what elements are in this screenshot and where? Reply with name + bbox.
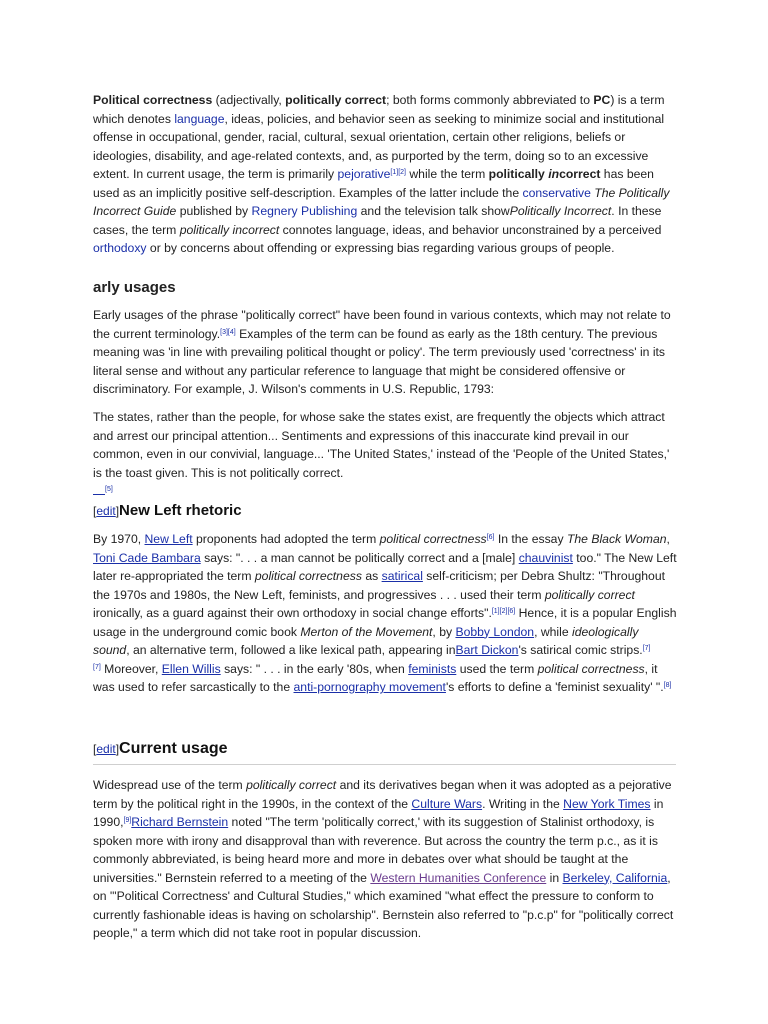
citation-2b[interactable]: [2] — [499, 608, 508, 615]
new-left-paragraph: By 1970, New Left proponents had adopted the term political correctness[6] In the essay The Black Woman, Toni Cade Bambara says: ". . . a man cannot be politically correct and a [male] chauvinist too." The New Left later re-appropriated the term political correctness as satirical self-criticism; per Debra Shultz: "Throughout the 1970s and 1980s, the New Left, feminists, and progressives . . . used their term politically correct ironically, as a guard against their own orthodoxy in social change efforts".[1][2][6] Hence, it is a popular English usage in the underground comic book Merton of the Movement, by Bobby London, while ideologically sound, an alternative term, followed a like lexical path, appearing inBart Dickon's satirical comic strips.[7] [7] Moreover, Ellen Willis says: " . . . in the early '80s, when feminists used the term political correctness, it was used to refer sarcastically to the anti-pornography movement's efforts to define a 'feminist sexuality' ".[8] — [93, 532, 677, 694]
citation-2[interactable]: [2] — [398, 169, 406, 176]
citation-3[interactable]: [3] — [220, 328, 228, 336]
link-richard-bernstein[interactable]: Richard Bernstein — [131, 815, 229, 829]
link-orthodoxy[interactable]: orthodoxy — [93, 241, 147, 255]
link-toni-cade-bambara[interactable]: Toni Cade Bambara — [93, 550, 201, 565]
link-bobby-london[interactable]: Bobby London — [455, 624, 535, 639]
new-left-title: New Left rhetoric — [119, 502, 242, 519]
citation-8[interactable]: [8] — [663, 682, 672, 689]
citation-4[interactable]: [4] — [227, 328, 236, 336]
link-chauvinist[interactable]: chauvinist — [518, 550, 573, 565]
edit-link-current-usage[interactable]: edit — [96, 742, 116, 756]
link-conservative[interactable]: conservative — [522, 185, 591, 200]
link-anti-pornography-movement[interactable]: anti-pornography movement — [293, 680, 446, 694]
link-feminists[interactable]: feminists — [408, 661, 457, 676]
section-heading-current-usage: [edit]Current usage — [93, 740, 228, 757]
wilson-quote: The states, rather than the people, for whose sake the states exist, are frequently the objects which attract and arrest our principal attention... Sentiments and expressions of this inaccurate kind prevail in our common, even in our convivial, language... 'The United States,' instead of the 'People of the United States,' is the toast given. This is not politically correct. [5] — [93, 410, 670, 493]
intro-paragraph: Political correctness (adjectivally, politically correct; both forms commonly abbreviated to PC) is a term which denotes language, ideas, policies, and behavior seen as seeking to minimize social and institutional offense in occupational, gender, racial, cultural, sexual orientation, certain other religions, beliefs or ideologies, disability, and age-related contexts, and, as purported by the term, doing so to an excessive extent. In current usage, the term is primarily pejorative[1][2] while the term politically incorrect has been used as an implicitly positive self-description. Examples of the latter include the conservative The Politically Incorrect Guide published by Regnery Publishing and the television talk showPolitically Incorrect. In these cases, the term politically incorrect connotes language, ideas, and behavior unconstrained by a perceived orthodoxy or by concerns about offending or expressing bias regarding various groups of people. — [93, 93, 670, 255]
early-usages-paragraph: Early usages of the phrase "politically correct" have been found in various contexts, which may not relate to the current terminology.[3][4] Examples of the term can be found as early as the 18th century. The previous meaning was 'in line with prevailing political thought or policy'. The term previously used 'correctness' in its literal sense and without any particular reference to language that might be considered offensive or discriminatory. For example, J. Wilson's comments in U.S. Republic, 1793: — [93, 308, 671, 396]
citation-1b[interactable]: [1] — [491, 608, 500, 615]
link-regnery-publishing[interactable]: Regnery Publishing — [251, 204, 358, 218]
link-bart-dickon[interactable]: Bart Dickon — [455, 643, 519, 657]
edit-link-new-left[interactable]: edit — [96, 504, 116, 518]
link-culture-wars[interactable]: Culture Wars — [411, 796, 483, 811]
current-usage-paragraph: Widespread use of the term politically correct and its derivatives began when it was adopted as a pejorative term by the political right in the 1990s, in the context of the Culture Wars. Writing in the New York Times in 1990,[9]Richard Bernstein noted "The term 'politically correct,' with its suggestion of Stalinist orthodoxy, is spoken more with irony and disapproval than with reverence. But across the country the term p.c., as it is commonly abbreviated, is being heard more and more in debates over what should be taught at the universities." Bernstein referred to a meeting of the Western Humanities Conference in Berkeley, California, on "'Political Correctness' and Cultural Studies," which examined "what effect the pressure to conform to currently fashionable ideas is having on scholarship". Bernstein also referred to "p.c.p" for "politically correct people," a term which did not take root in popular discussion. — [93, 778, 674, 940]
link-satirical[interactable]: satirical — [381, 569, 423, 583]
section-heading-new-left: [edit]New Left rhetoric — [93, 502, 242, 519]
section-divider — [93, 764, 676, 765]
citation-6[interactable]: [6] — [486, 534, 495, 541]
link-western-humanities-conference[interactable]: Western Humanities Conference — [370, 870, 547, 885]
citation-9[interactable]: [9] — [123, 817, 132, 824]
citation-7[interactable]: [7] — [642, 645, 651, 652]
link-berkeley-california[interactable]: Berkeley, California — [562, 870, 668, 885]
citation-5[interactable]: [5] — [105, 486, 113, 493]
link-new-left[interactable]: New Left — [144, 532, 193, 546]
link-language[interactable]: language — [174, 111, 225, 126]
current-usage-title: Current usage — [119, 740, 228, 757]
citation-7b[interactable]: [7] — [93, 663, 101, 671]
section-heading-early-usages: arly usages — [93, 279, 176, 296]
citation-1[interactable]: [1] — [390, 169, 399, 176]
citation-6b[interactable]: [6] — [507, 608, 516, 615]
link-pejorative[interactable]: pejorative — [337, 167, 391, 181]
link-ellen-willis[interactable]: Ellen Willis — [161, 661, 221, 676]
link-new-york-times[interactable]: New York Times — [563, 796, 651, 811]
